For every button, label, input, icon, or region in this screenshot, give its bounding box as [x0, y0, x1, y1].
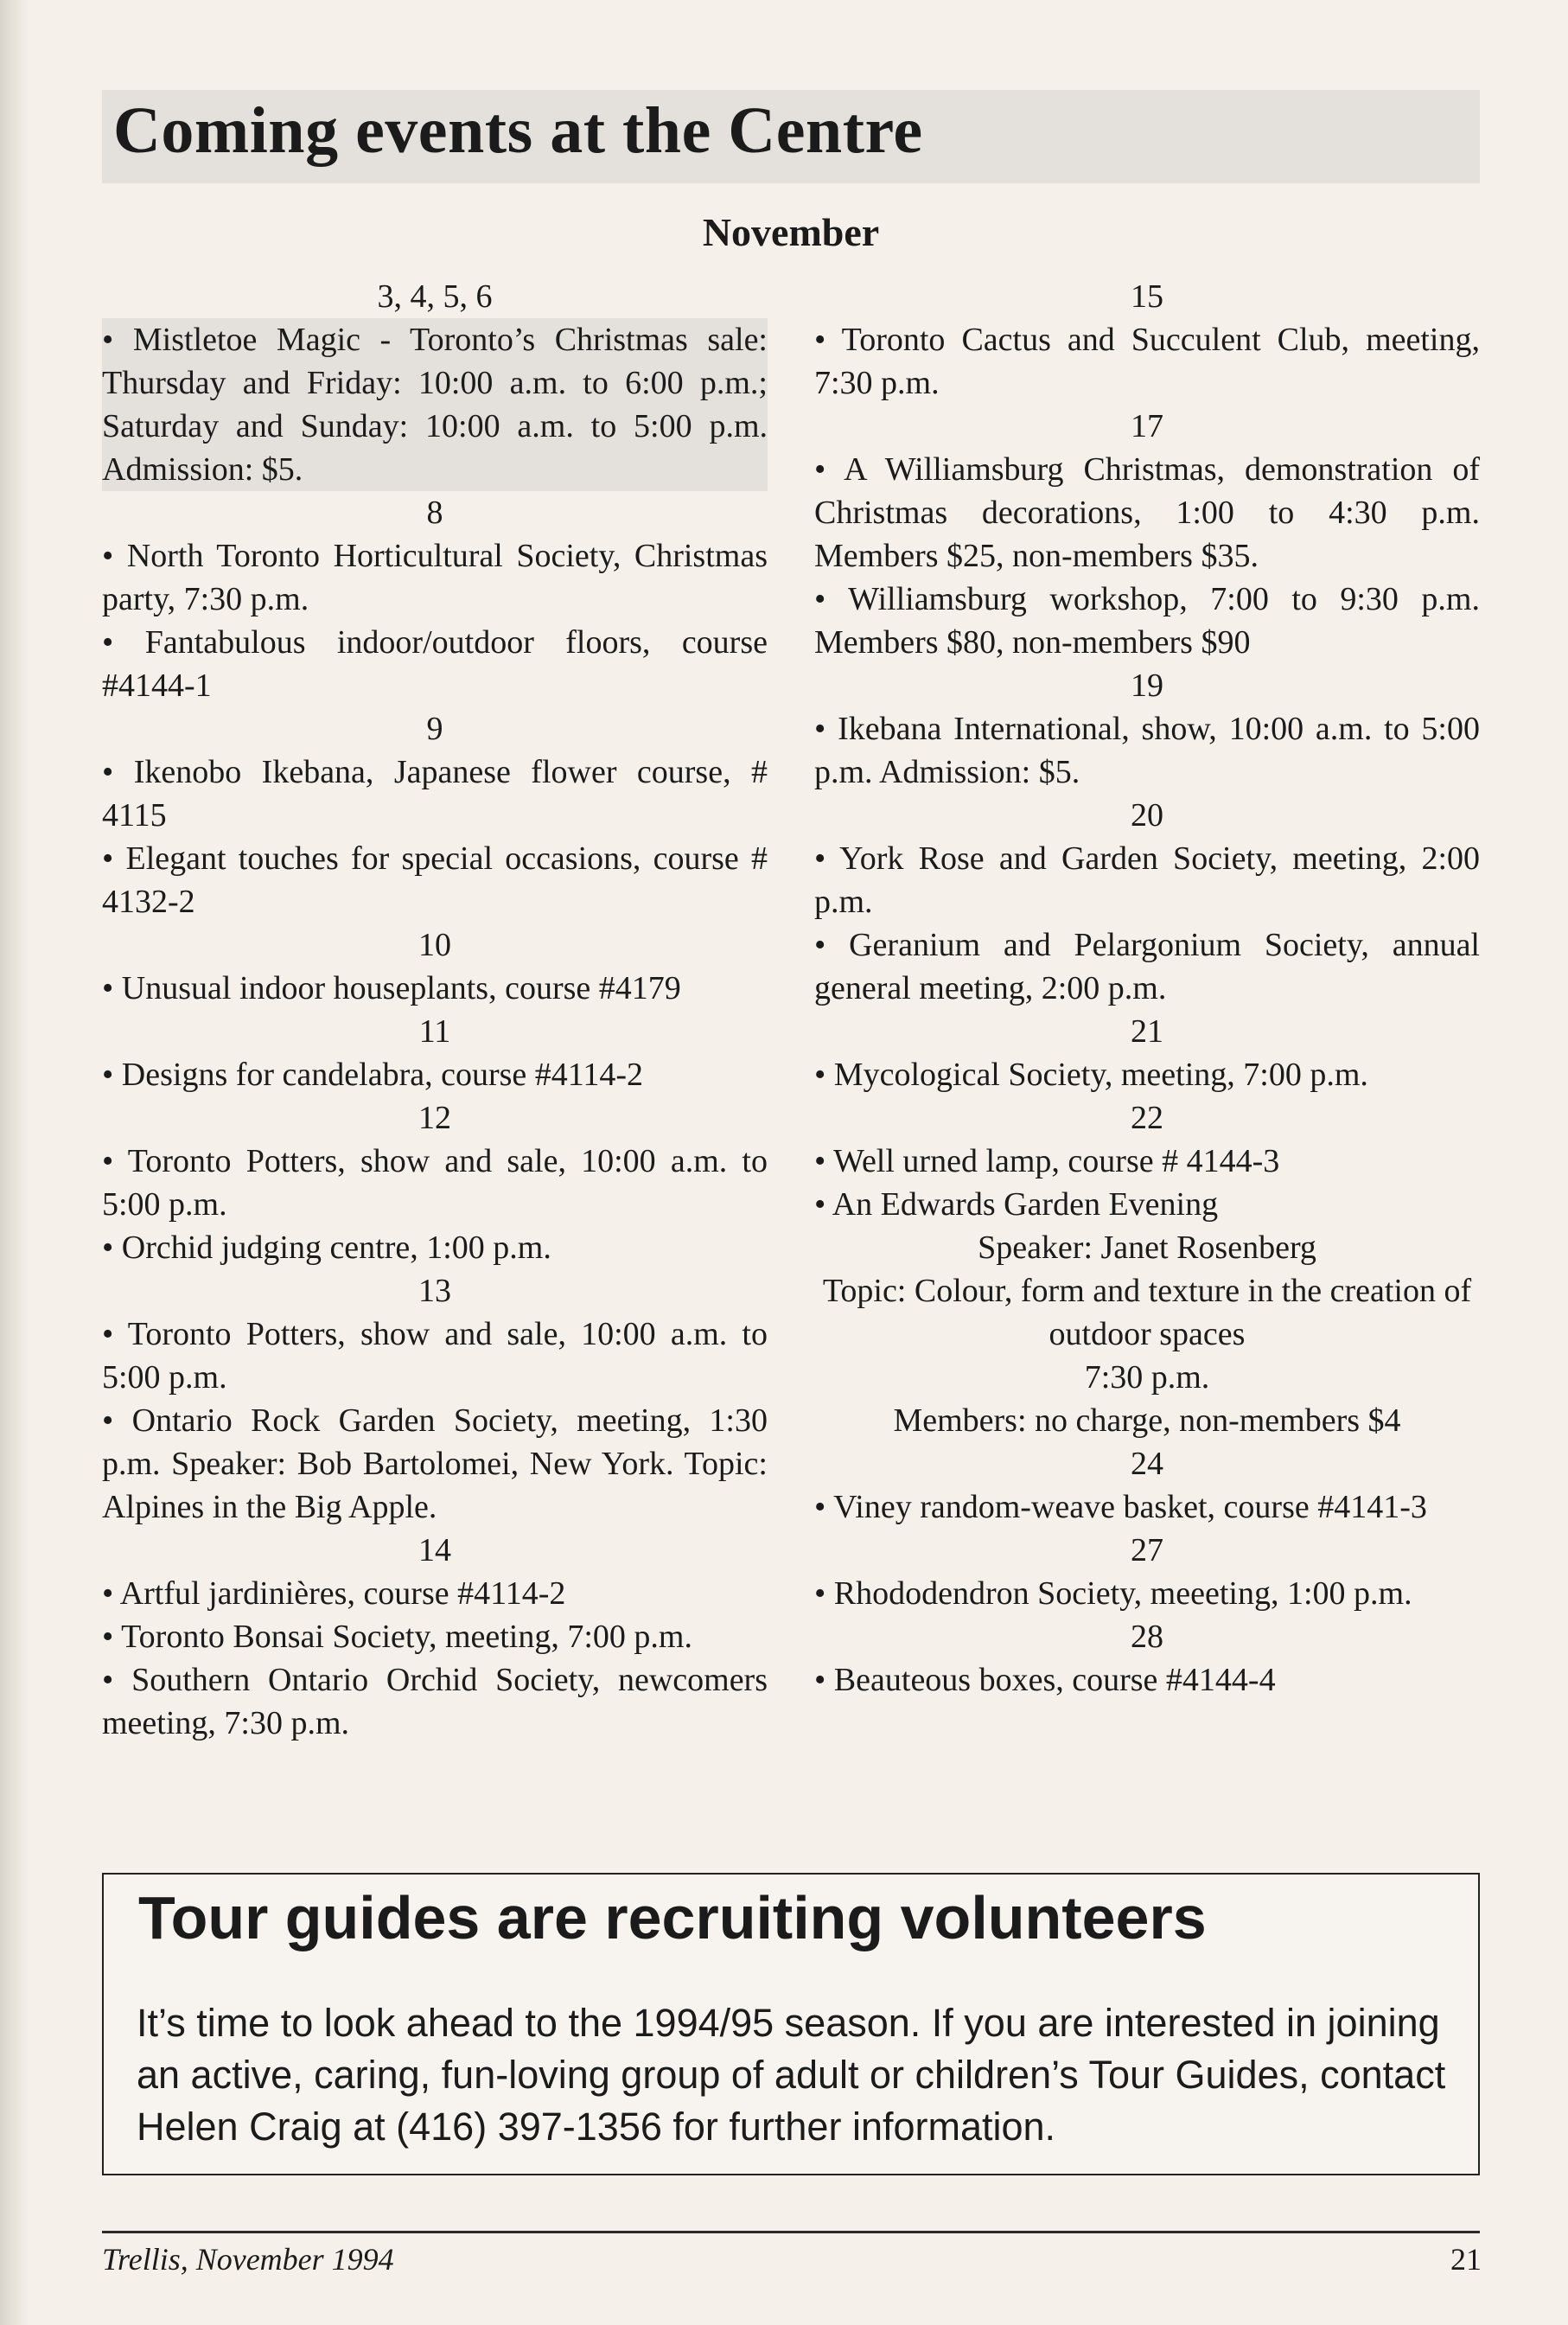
event-item: • Ontario Rock Garden Society, meeting, 1:30 p.m. Speaker: Bob Bartolomei, New York. Topic: Alpines in the Big Apple. [102, 1402, 768, 1525]
event-date: 3, 4, 5, 6 [377, 278, 493, 315]
footer-rule [102, 2231, 1480, 2233]
event-item: • Fantabulous indoor/outdoor floors, course #4144-1 [102, 624, 768, 704]
event-item: • North Toronto Horticultural Society, Christmas party, 7:30 p.m. [102, 538, 768, 617]
event-date: 27 [1131, 1532, 1163, 1568]
publication-footer: Trellis, November 1994 [102, 2242, 394, 2277]
event-item: • Viney random-weave basket, course #4141-3 [814, 1489, 1427, 1525]
event-item: • Artful jardinières, course #4114-2 [102, 1575, 566, 1612]
event-item: • Ikebana International, show, 10:00 a.m. to 5:00 p.m. Admission: $5. [814, 711, 1480, 790]
event-date: 9 [426, 711, 443, 747]
event-item: • Ikenobo Ikebana, Japanese flower course, # 4115 [102, 754, 768, 834]
event-item: • Toronto Potters, show and sale, 10:00 a.m. to 5:00 p.m. [102, 1316, 768, 1396]
event-item: • Mycological Society, meeting, 7:00 p.m. [814, 1057, 1368, 1093]
event-item: • Toronto Bonsai Society, meeting, 7:00 p.m. [102, 1619, 692, 1655]
event-highlight [102, 318, 768, 491]
event-item: • Mistletoe Magic - Toronto’s Christmas sale: Thursday and Friday: 10:00 a.m. to 6:00 p.m.; Saturday and Sunday: 10:00 a.m. to 5:00 p.m. Admission: $5. [102, 322, 768, 488]
notice-text: It’s time to look ahead to the 1994/95 season. If you are interested in joining an active, caring, fun-loving group of adult or children’s Tour Guides, contact Helen Craig at (416) 397-1356 for further information. [137, 2001, 1446, 2149]
event-detail-line: Topic: Colour, form and texture in the creation of outdoor spaces [822, 1273, 1472, 1352]
event-date: 15 [1131, 278, 1163, 315]
event-date: 8 [426, 495, 443, 531]
events-left-column [102, 275, 768, 1745]
event-item: • Williamsburg workshop, 7:00 to 9:30 p.m. Members $80, non-members $90 [814, 581, 1480, 661]
event-date: 12 [418, 1100, 451, 1136]
event-item: • York Rose and Garden Society, meeting, 2:00 p.m. [814, 840, 1480, 920]
event-item: • Rhododendron Society, meeeting, 1:00 p.m. [814, 1575, 1412, 1612]
event-item: • A Williamsburg Christmas, demonstration of Christmas decorations, 1:00 to 4:30 p.m. Members $25, non-members $35. [814, 451, 1480, 574]
event-date: 20 [1131, 797, 1163, 834]
event-date: 21 [1131, 1013, 1163, 1050]
event-date: 10 [418, 927, 451, 963]
event-item: • Beauteous boxes, course #4144-4 [814, 1662, 1276, 1698]
event-detail-line: Members: no charge, non-members $4 [893, 1402, 1401, 1439]
month-heading: November [702, 210, 880, 254]
event-item: • Designs for candelabra, course #4114-2 [102, 1057, 644, 1093]
page-spine-shadow [0, 0, 29, 2325]
page-number: 21 [1450, 2242, 1482, 2277]
event-item: • Southern Ontario Orchid Society, newcomers meeting, 7:30 p.m. [102, 1662, 768, 1741]
event-item: • Toronto Potters, show and sale, 10:00 a.m. to 5:00 p.m. [102, 1143, 768, 1223]
event-item: • Well urned lamp, course # 4144-3 [814, 1143, 1280, 1179]
events-right-column [814, 275, 1480, 1702]
event-item: • Unusual indoor houseplants, course #4179 [102, 970, 681, 1006]
event-date: 22 [1131, 1100, 1163, 1136]
event-item: • An Edwards Garden Evening [814, 1186, 1219, 1223]
event-item: • Orchid judging centre, 1:00 p.m. [102, 1230, 551, 1266]
event-item: • Toronto Cactus and Succulent Club, meeting, 7:30 p.m. [814, 322, 1480, 401]
event-item: • Elegant touches for special occasions, course # 4132-2 [102, 840, 768, 920]
event-date: 13 [418, 1273, 451, 1309]
event-date: 14 [418, 1532, 451, 1568]
volunteer-notice-box [102, 1873, 1480, 2175]
event-date: 11 [418, 1013, 451, 1050]
event-date: 28 [1131, 1619, 1163, 1655]
event-date: 24 [1131, 1446, 1163, 1482]
event-detail-line: Speaker: Janet Rosenberg [978, 1230, 1316, 1266]
event-item: • Geranium and Pelargonium Society, annual general meeting, 2:00 p.m. [814, 927, 1480, 1006]
event-detail-line: 7:30 p.m. [1084, 1359, 1210, 1396]
page-title: Coming events at the Centre [113, 94, 923, 167]
notice-title: Tour guides are recruiting volunteers [138, 1884, 1207, 1951]
event-date: 17 [1131, 408, 1163, 444]
event-date: 19 [1131, 667, 1163, 704]
